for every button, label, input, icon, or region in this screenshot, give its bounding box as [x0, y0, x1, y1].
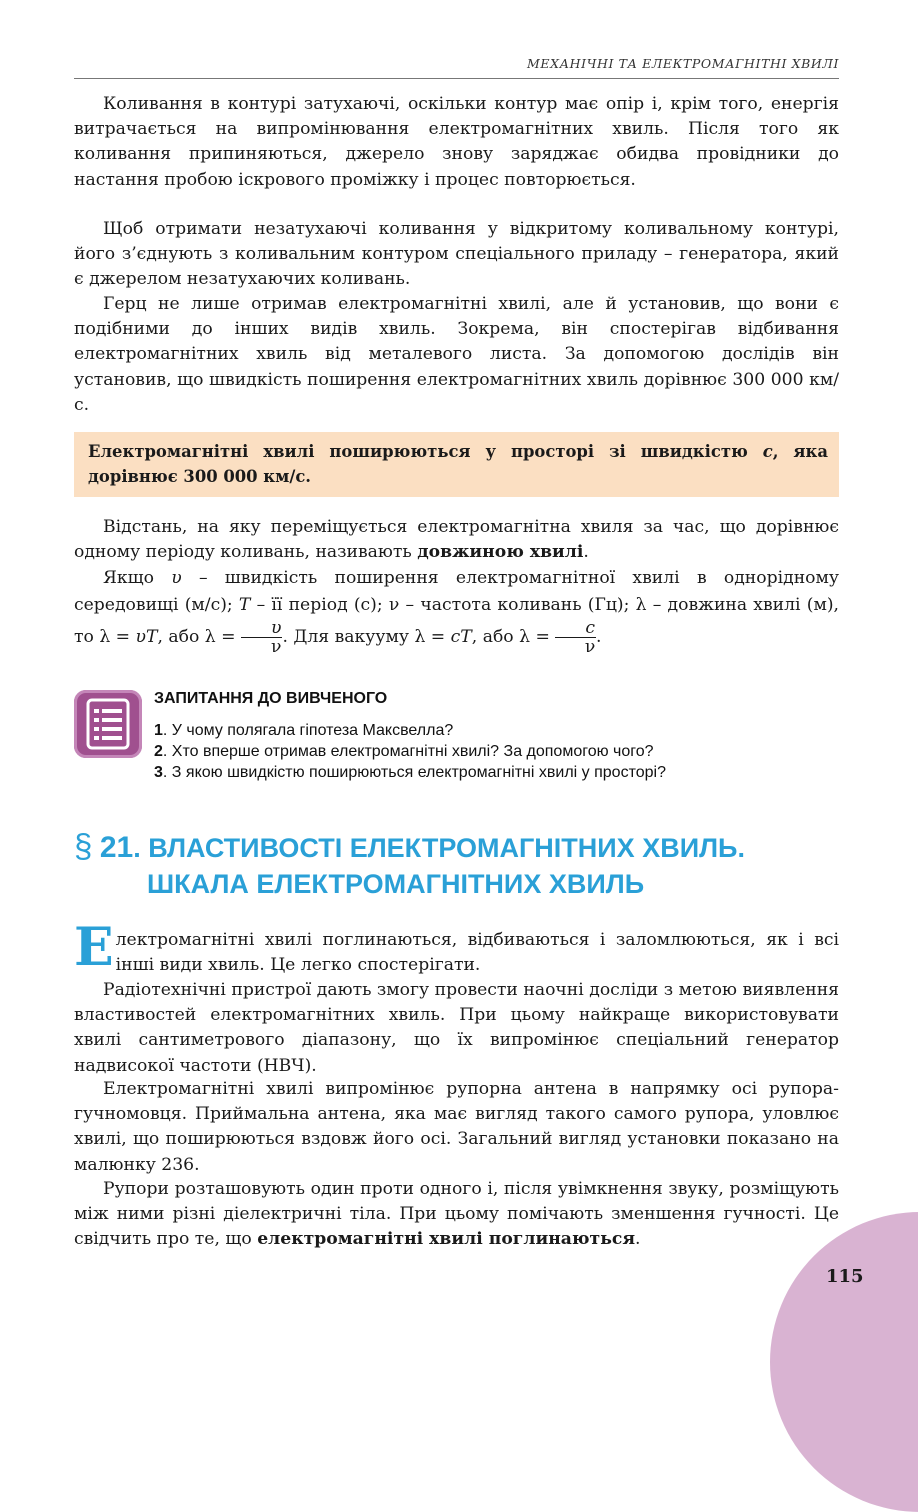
paragraph-generator: Щоб отримати незатухаючі коливання у відкритому коливальному контурі, його з’єднують з коливальним контуром спеціального приладу – генератора, який є джерелом незатухаючих коливань. [74, 219, 839, 290]
corner-decoration [770, 1212, 918, 1512]
questions-title: ЗАПИТАННЯ ДО ВИВЧЕНОГО [154, 690, 388, 707]
question-item: 2. Хто вперше отримав електромагнітні хвилі? За допомогою чого? [154, 743, 654, 760]
page-number: 115 [826, 1266, 864, 1287]
definition-text: Електромагнітні хвилі поширюються у просторі зі швидкістю c, яка дорівнює 300 000 км/с. [88, 442, 829, 486]
fraction-c-over-nu: $\frac{c}{\nu}$ [555, 619, 596, 656]
paragraph-hertz: Герц не лише отримав електромагнітні хвилі, але й установив, що вони є подібними до інших видів хвиль. Зокрема, він спостерігав відбивання електромагнітних хвиль від металевого листа. За допомогою дослідів він установив, що швидкість поширення електромагнітних хвиль дорівнює 300 000 км/с. [74, 294, 839, 415]
section-number: 21 [99, 831, 134, 864]
section-title-line2: ШКАЛА ЕЛЕКТРОМАГНІТНИХ ХВИЛЬ [147, 869, 645, 899]
term-absorbed: електромагнітні хвилі поглинаються [257, 1229, 636, 1250]
questions-list-icon [74, 690, 142, 758]
fraction-v-over-nu: $\frac{\upsilon}{\nu}$ [241, 619, 282, 656]
section-heading [74, 828, 745, 902]
section-paragraph-3: Електромагнітні хвилі випромінює рупорна антена в напрямку осі рупора-гучномовця. Приймальна антена, яка має вигляд такого самого рупора, уловлює хвилі, що поширюються вздовж його осі. Загальний вигляд установки показано на малюнку 236. [74, 1079, 839, 1175]
section-paragraph-4: Рупори розташовують один проти одного і, після увімкнення звуку, розміщують між ними різні діелектричні тіла. При цьому помічають зменшення гучності. Це свідчить про те, що електромагнітні хвилі поглинаються. [74, 1179, 839, 1250]
section-paragraph-1: Електромагнітні хвилі поглинаються, відбиваються і заломлюються, як і всі інші види хвиль. Це легко спостерігати. [74, 917, 839, 978]
running-header: МЕХАНІЧНІ ТА ЕЛЕКТРОМАГНІТНІ ХВИЛІ [526, 56, 839, 71]
header-rule [74, 78, 839, 79]
section-symbol: § [74, 827, 93, 864]
drop-cap: Е [74, 917, 114, 978]
question-item: 1. У чому полягала гіпотеза Максвелла? [154, 722, 454, 739]
paragraph-damping: Коливання в контурі затухаючі, оскільки контур має опір і, крім того, енергія витрачається на випромінювання електромагнітних хвиль. Після того як коливання припиняються, джерело знову заряджає обидва провідники до настання пробою іскрового проміжку і процес повторюється. [74, 94, 839, 190]
section-paragraph-2: Радіотехнічні пристрої дають змогу провести наочні досліди з метою виявлення властивостей електромагнітних хвиль. При цьому найкраще використовувати хвилі сантиметрового діапазону, що їх випромінює спеціальний генератор надвисокої частоти (НВЧ). [74, 980, 839, 1076]
term-wavelength: довжиною хвилі [417, 542, 584, 563]
paragraph-wavelength-def: Відстань, на яку переміщується електромагнітна хвиля за час, що дорівнює одному періоду коливань, називають довжиною хвилі. [74, 517, 839, 563]
question-item: 3. З якою швидкістю поширюються електромагнітні хвилі у просторі? [154, 764, 666, 781]
paragraph-formulas: Якщо υ – швидкість поширення електромагнітної хвилі в однорідному середовищі (м/с); T – її період (с); ν – частота коливань (Гц); λ – довжина хвилі (м), то λ = υT, або λ = $\frac{\upsilon}{\nu}$ . Для вакууму λ = cT, або λ = $\frac{c}{\nu}$ . [74, 568, 839, 657]
section-title-line1: . ВЛАСТИВОСТІ ЕЛЕКТРОМАГНІТНИХ ХВИЛЬ. [133, 833, 745, 863]
